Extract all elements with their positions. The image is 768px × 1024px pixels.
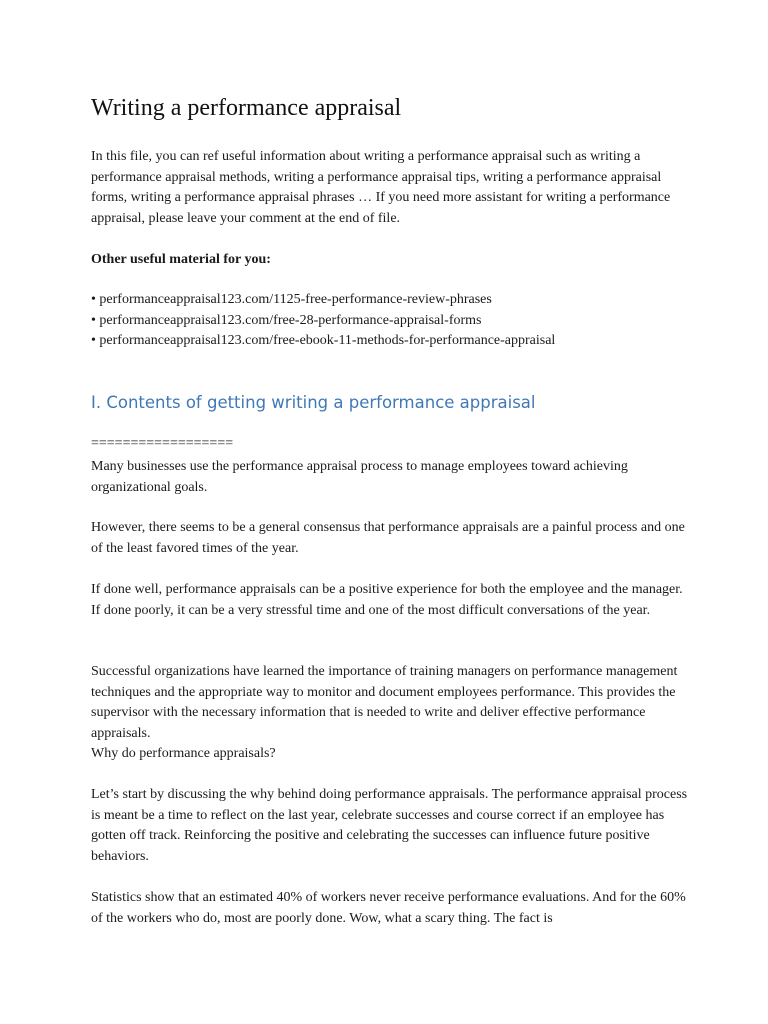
useful-link-item: • performanceappraisal123.com/free-ebook-11-methods-for-performance-appraisal bbox=[91, 333, 556, 348]
useful-links-list bbox=[91, 290, 555, 352]
useful-link-item: • performanceappraisal123.com/free-28-performance-appraisal-forms bbox=[91, 312, 482, 328]
body-paragraph: Let’s start by discussing the why behind doing performance appraisals. The performance appraisal process is meant be a time to reflect on the last year, celebrate successes and course correct if an employee has gotten off track. Reinforcing the positive and celebrating the successes can influence future positive behaviors. bbox=[91, 787, 688, 864]
other-material-heading: Other useful material for you: bbox=[91, 252, 271, 267]
body-subheading: Why do performance appraisals? bbox=[91, 746, 276, 761]
section-heading: I. Contents of getting writing a performance appraisal bbox=[91, 393, 536, 412]
separator-line: ================== bbox=[91, 436, 234, 451]
body-paragraph: Many businesses use the performance appraisal process to manage employees toward achieving organizational goals. bbox=[91, 459, 628, 495]
body-paragraph: However, there seems to be a general consensus that performance appraisals are a painful process and one of the least favored times of the year. bbox=[91, 520, 685, 556]
useful-link-item: • performanceappraisal123.com/1125-free-performance-review-phrases bbox=[91, 292, 492, 307]
body-paragraph-group bbox=[91, 662, 691, 765]
page-title: Writing a performance appraisal bbox=[91, 95, 402, 121]
body-paragraph: Statistics show that an estimated 40% of workers never receive performance evaluations. And for the 60% of the workers who do, most are poorly done. Wow, what a scary thing. The fact is bbox=[91, 890, 686, 926]
body-paragraph: If done well, performance appraisals can be a positive experience for both the employee and the manager. If done poorly, it can be a very stressful time and one of the most difficult conversations of the year. bbox=[91, 582, 683, 618]
intro-paragraph: In this file, you can ref useful information about writing a performance appraisal such as writing a performance appraisal methods, writing a performance appraisal tips, writing a performance appraisal forms, writing a performance appraisal phrases … If you need more assistant for writing a performance appraisal, please leave your comment at the end of file. bbox=[91, 149, 671, 226]
body-paragraph: Successful organizations have learned the importance of training managers on performance management techniques and the appropriate way to monitor and document employees performance. This provides the supervisor with the necessary information that is needed to write and deliver effective performance appraisals. bbox=[91, 664, 678, 741]
